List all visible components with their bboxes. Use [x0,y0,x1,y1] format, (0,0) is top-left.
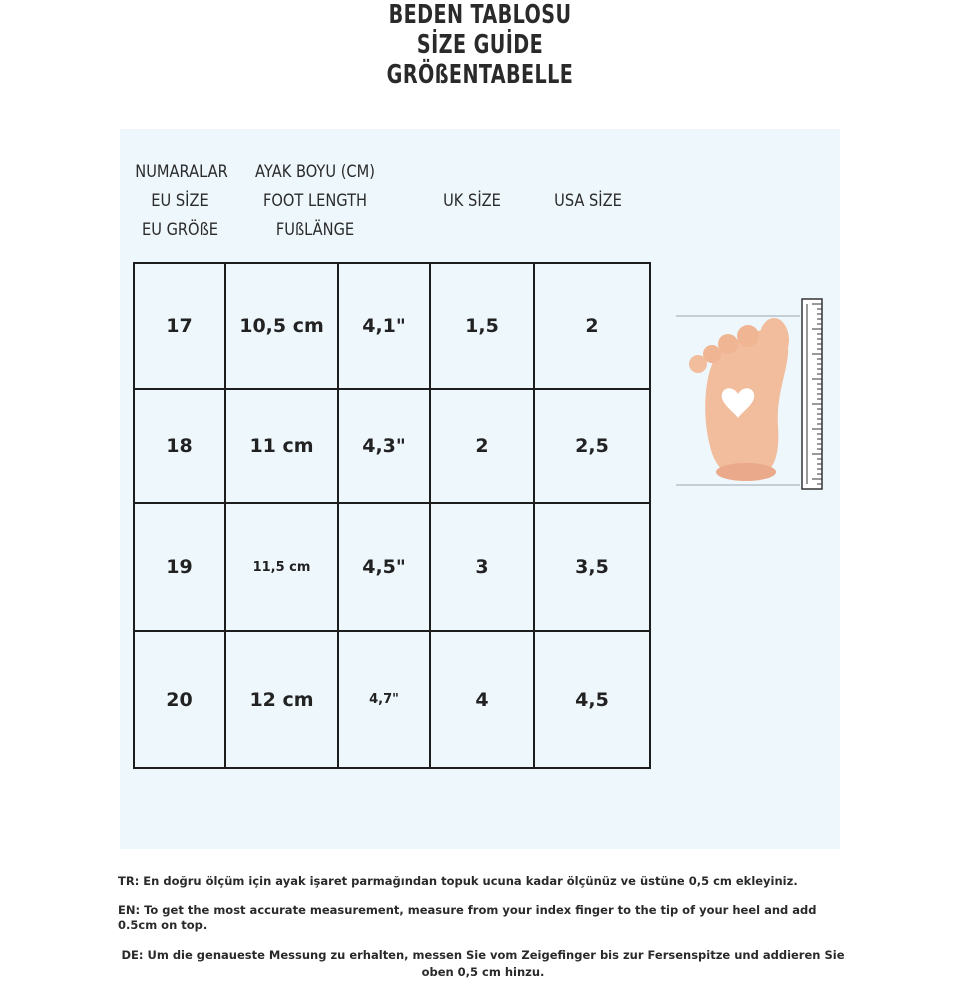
cell-uk: 4 [430,631,534,768]
cell-usa: 2 [534,263,650,389]
cell-uk: 2 [430,389,534,503]
note-de: DE: Um die genaueste Messung zu erhalten, messen Sie vom Zeigefinger bis zur Fersenspitze und addieren Sie oben 0,5 cm hinzu. [121,948,845,979]
cell-cm: 11,5 cm [225,503,338,631]
baby-foot-ruler-illustration [676,296,828,492]
header-usa-size-label: USA SİZE [554,191,622,211]
header-foot-length-tr: AYAK BOYU (CM) [255,162,375,182]
cell-usa: 4,5 [534,631,650,768]
ruler-icon [802,299,822,489]
table-row [134,631,650,768]
cell-cm: 12 cm [225,631,338,768]
table-row [134,263,650,389]
cell-inch: 4,3" [338,389,430,503]
cell-usa: 2,5 [534,389,650,503]
title-tr: BEDEN TABLOSU [388,0,572,30]
title-block [0,0,960,90]
title-en: SİZE GUİDE [416,30,544,60]
note-tr: TR: En doğru ölçüm için ayak işaret parmağından topuk ucuna kadar ölçünüz ve üstüne 0,5 cm ekleyiniz. [118,874,798,888]
cell-eu: 17 [134,263,225,389]
header-eu-size-de: EU GRÖßE [141,220,219,240]
cell-cm: 10,5 cm [225,263,338,389]
cell-inch: 4,5" [338,503,430,631]
header-eu-size-en: EU SİZE [151,191,209,211]
cell-cm: 11 cm [225,389,338,503]
cell-inch: 4,1" [338,263,430,389]
header-usa-size [547,187,630,216]
title-de: GRÖßENTABELLE [386,60,574,90]
note-en: EN: To get the most accurate measurement, measure from your index finger to the tip of your heel and add 0.5cm on top. [118,903,817,932]
cell-uk: 3 [430,503,534,631]
header-eu-size [135,158,228,245]
header-uk-size-label: UK SİZE [443,191,501,211]
cell-inch: 4,7" [338,631,430,768]
header-uk-size [436,187,508,216]
cell-usa: 3,5 [534,503,650,631]
size-table [133,262,651,769]
cell-eu: 20 [134,631,225,768]
cell-eu: 19 [134,503,225,631]
header-foot-length-en: FOOT LENGTH [262,191,368,211]
table-row [134,503,650,631]
cell-uk: 1,5 [430,263,534,389]
header-foot-length [251,158,380,245]
table-row [134,389,650,503]
measurement-notes [118,874,848,995]
cell-eu: 18 [134,389,225,503]
header-foot-length-de: FUßLÄNGE [275,220,355,240]
header-eu-size-tr: NUMARALAR [135,162,228,182]
